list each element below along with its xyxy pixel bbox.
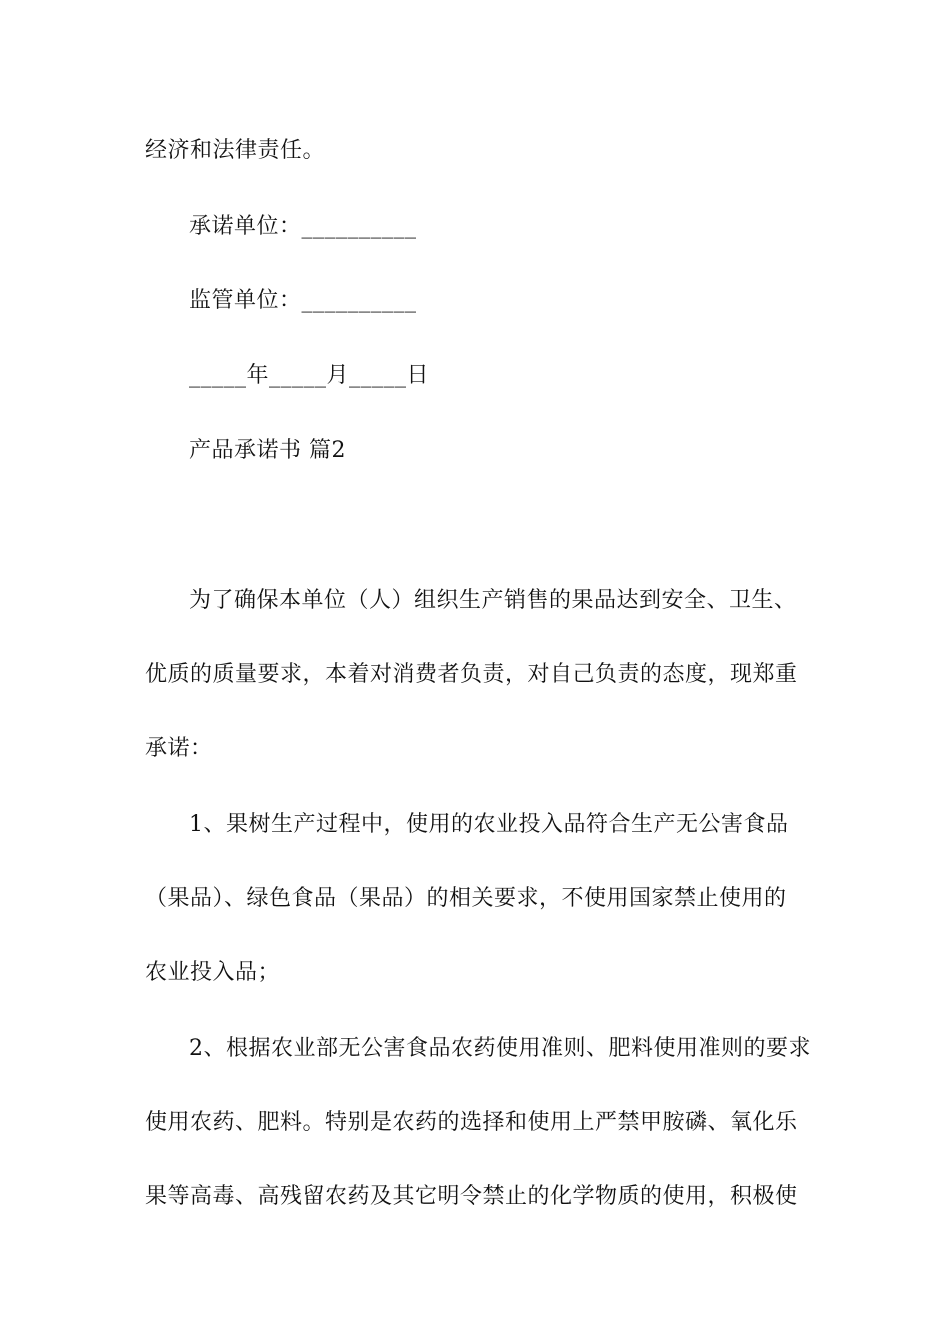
paragraph-line: 1、果树生产过程中，使用的农业投入品符合生产无公害食品 — [189, 812, 789, 837]
paragraph-line: 为了确保本单位（人）组织生产销售的果品达到安全、卫生、 — [189, 588, 797, 613]
paragraph-line: （果品）、绿色食品（果品）的相关要求，不使用国家禁止使用的 — [145, 886, 787, 911]
date-line: _____年_____月_____日 — [189, 363, 430, 388]
promisor-line: 承诺单位：__________ — [189, 214, 417, 239]
paragraph-line: 农业投入品； — [145, 960, 281, 985]
paragraph-line: 经济和法律责任。 — [145, 138, 326, 163]
paragraph-line: 承诺： — [145, 736, 213, 761]
paragraph-line: 优质的质量要求，本着对消费者负责，对自己负责的态度，现郑重 — [145, 662, 798, 687]
paragraph-line: 果等高毒、高残留农药及其它明令禁止的化学物质的使用，积极使 — [145, 1184, 798, 1209]
section-heading: 产品承诺书 篇2 — [189, 438, 346, 463]
paragraph-line: 2、根据农业部无公害食品农药使用准则、肥料使用准则的要求 — [189, 1036, 811, 1061]
paragraph-line: 使用农药、肥料。特别是农药的选择和使用上严禁甲胺磷、氧化乐 — [145, 1110, 798, 1135]
supervisor-line: 监管单位：__________ — [189, 288, 417, 313]
